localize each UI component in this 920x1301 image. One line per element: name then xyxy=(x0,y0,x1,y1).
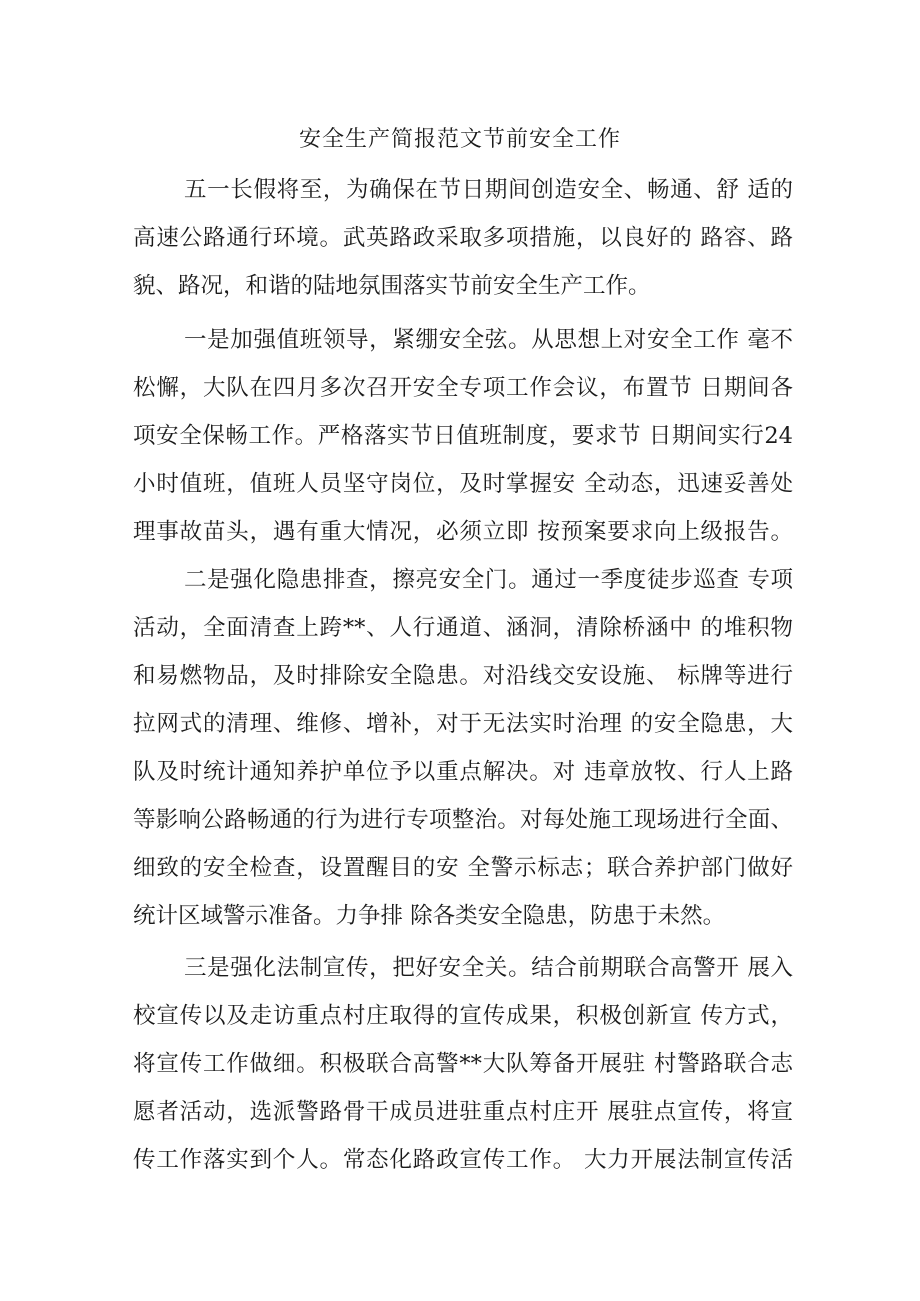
paragraph-line: 高速公路通行环境。武英路政采取多项措施，以良好的 路容、路 xyxy=(133,225,793,251)
paragraph-line: 拉网式的清理、维修、增补，对于无法实时治理 的安全隐患，大 xyxy=(133,711,793,737)
paragraph-line: 五一长假将至，为确保在节日期间创造安全、畅通、舒 适的 xyxy=(184,177,793,203)
paragraph-line: 一是加强值班领导，紧绷安全弦。从思想上对安全工作 毫不 xyxy=(184,327,793,353)
paragraph-intro xyxy=(133,166,793,310)
paragraph-line: 三是强化法制宣传，把好安全关。结合前期联合高警开 展入 xyxy=(184,955,793,981)
paragraph-line: 二是强化隐患排查，擦亮安全门。通过一季度徒步巡查 专项 xyxy=(184,567,793,593)
paragraph-line: 传工作落实到个人。常态化路政宣传工作。 大力开展法制宣传活 xyxy=(133,1147,793,1173)
paragraph-line: 小时值班，值班人员坚守岗位，及时掌握安 全动态，迅速妥善处 xyxy=(133,471,793,497)
paragraph-line: 愿者活动，选派警路骨干成员进驻重点村庄开 展驻点宣传，将宣 xyxy=(133,1099,793,1125)
paragraph-line: 队及时统计通知养护单位予以重点解决。对 违章放牧、行人上路 xyxy=(133,759,793,785)
paragraph-line: 等影响公路畅通的行为进行专项整治。对每处施工现场进行全面、 xyxy=(133,807,793,833)
paragraph-line: 细致的安全检查，设置醒目的安 全警示标志；联合养护部门做好 xyxy=(133,855,793,881)
paragraph-publicity xyxy=(133,944,793,1184)
document-title: 安全生产简报范文节前安全工作 xyxy=(298,127,621,152)
paragraph-line: 貌、路况，和谐的陆地氛围落实节前安全生产工作。 xyxy=(133,273,651,299)
paragraph-line: 统计区域警示准备。力争排 除各类安全隐患，防患于未然。 xyxy=(133,903,726,929)
paragraph-line: 项安全保畅工作。严格落实节日值班制度，要求节 日期间实行24 xyxy=(133,423,793,449)
paragraph-line: 和易燃物品，及时排除安全隐患。对沿线交安设施、 标牌等进行 xyxy=(133,663,793,689)
paragraph-line: 松懈，大队在四月多次召开安全专项工作会议，布置节 日期间各 xyxy=(133,375,793,401)
paragraph-line: 理事故苗头，遇有重大情况，必须立即 按预案要求向上级报告。 xyxy=(133,519,793,545)
paragraph-line: 将宣传工作做细。积极联合高警**大队筹备开展驻 村警路联合志 xyxy=(133,1051,793,1077)
paragraph-line: 活动，全面清查上跨**、人行通道、涵洞，清除桥涵中 的堆积物 xyxy=(133,615,793,641)
paragraph-hazard xyxy=(133,556,793,940)
paragraph-duty xyxy=(133,316,793,556)
paragraph-line: 校宣传以及走访重点村庄取得的宣传成果，积极创新宣 传方式， xyxy=(133,1003,793,1029)
